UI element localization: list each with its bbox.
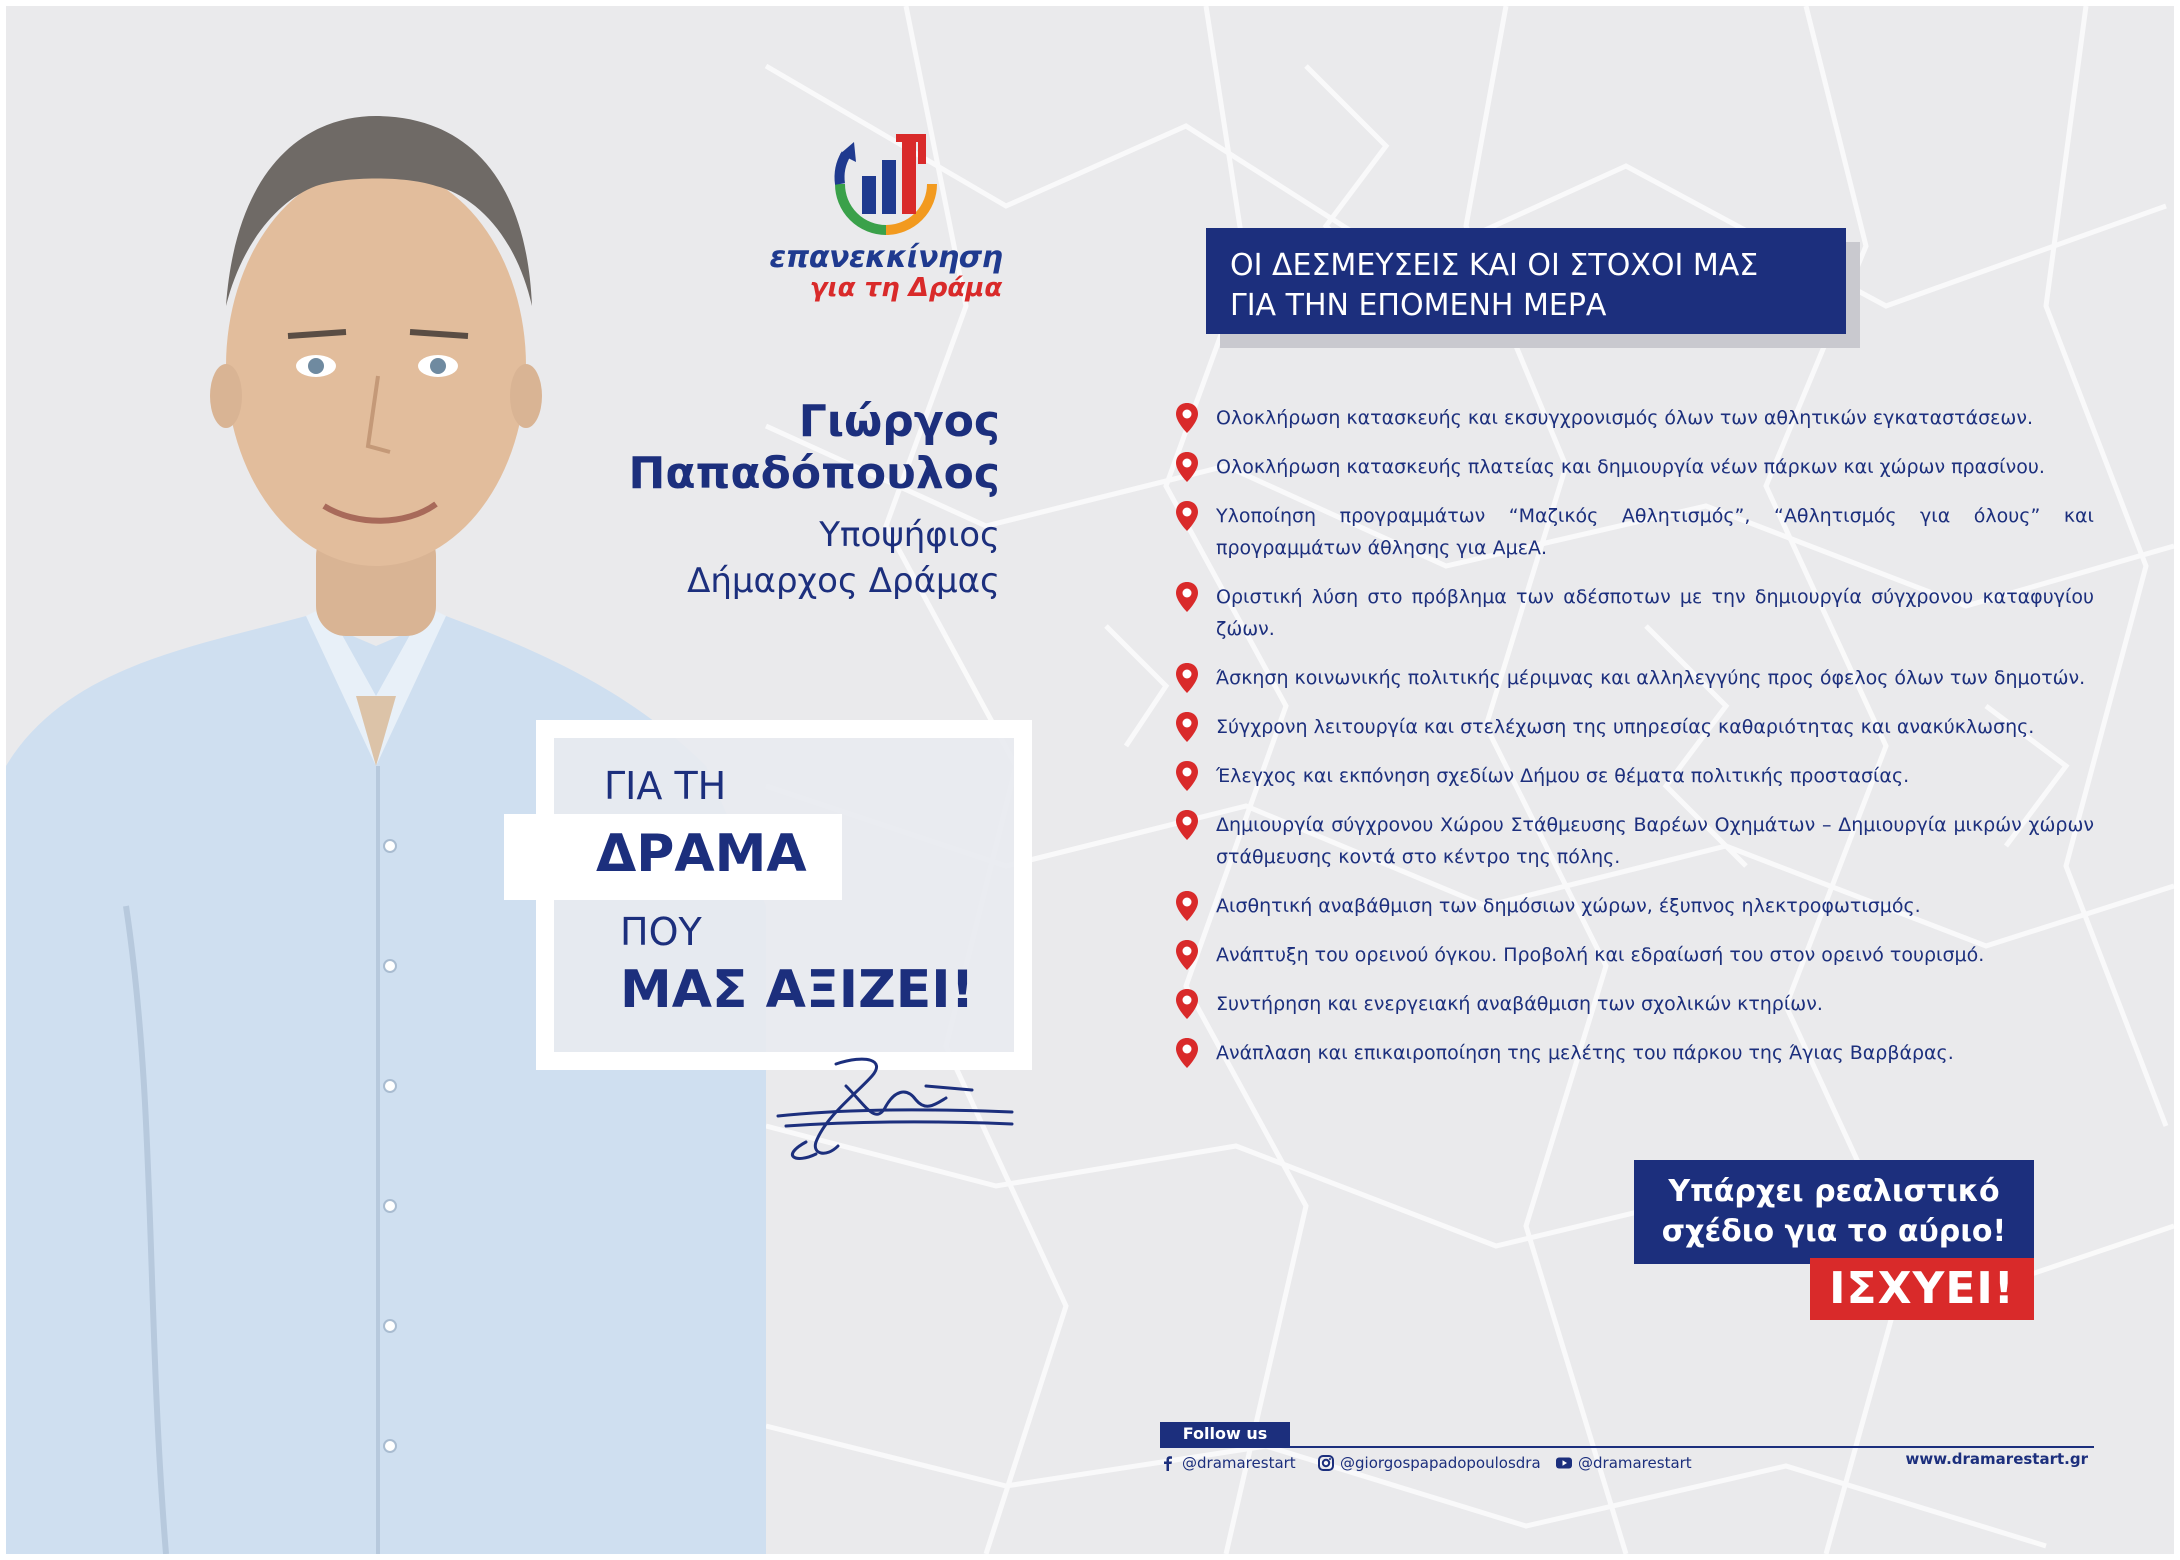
list-item [1174, 1037, 2094, 1069]
follow-us-tab: Follow us [1160, 1422, 1290, 1446]
location-pin-icon [1174, 988, 1200, 1020]
location-pin-icon [1174, 581, 1200, 613]
location-pin-icon [1174, 939, 1200, 971]
candidate-role-line-2: Δήμαρχος Δράμας [687, 561, 1000, 601]
commitment-text: Άσκηση κοινωνικής πολιτικής μέριμνας και αλληλεγγύης προς όφελος όλων των δημοτών. [1216, 667, 2086, 689]
badge-line-1: Υπάρχει ρεαλιστικό [1668, 1174, 2000, 1209]
list-item [1174, 581, 2094, 645]
commitment-text: Ολοκλήρωση κατασκευής πλατείας και δημιουργία νέων πάρκων και χώρων πρασίνου. [1216, 456, 2045, 478]
youtube-icon [1556, 1455, 1572, 1471]
list-item [1174, 402, 2094, 434]
slogan-line-4: ΜΑΣ ΑΞΙΖΕΙ! [620, 960, 975, 1020]
list-item [1174, 939, 2094, 971]
location-pin-icon [1174, 500, 1200, 532]
commitment-text: Δημιουργία σύγχρονου Χώρου Στάθμευσης Βαρέων Οχημάτων – Δημιουργία μικρών χώρων στάθμευσης κοντά στο κέντρο της πόλης. [1216, 814, 2094, 868]
commitments-heading [1206, 228, 1846, 334]
location-pin-icon [1174, 890, 1200, 922]
leaflet-panel [6, 6, 2174, 1554]
location-pin-icon [1174, 662, 1200, 694]
heading-line-1: ΟΙ ΔΕΣΜΕΥΣΕΙΣ ΚΑΙ ΟΙ ΣΤΟΧΟΙ ΜΑΣ [1230, 248, 1759, 283]
youtube-handle: @dramarestart [1578, 1454, 1692, 1472]
badge-red-label: ΙΣΧΥΕΙ! [1810, 1258, 2034, 1320]
location-pin-icon [1174, 711, 1200, 743]
badge-line-2: σχέδιο για το αύριο! [1661, 1214, 2007, 1249]
facebook-link[interactable] [1160, 1452, 1296, 1474]
commitments-list [1174, 402, 2094, 1069]
candidate-signature [776, 1046, 1016, 1166]
heading-line-2: ΓΙΑ ΤΗΝ ΕΠΟΜΕΝΗ ΜΕΡΑ [1230, 288, 1607, 323]
candidate-info [629, 396, 1000, 604]
list-item [1174, 662, 2094, 694]
location-pin-icon [1174, 1037, 1200, 1069]
instagram-icon [1318, 1455, 1334, 1471]
list-item [1174, 711, 2094, 743]
location-pin-icon [1174, 809, 1200, 841]
facebook-icon [1160, 1455, 1176, 1471]
commitment-text: Υλοποίηση προγραμμάτων “Μαζικός Αθλητισμός”, “Αθλητισμός για όλους” και προγραμμάτων άθλησης για ΑμεΑ. [1216, 505, 2094, 559]
candidate-first-name: Γιώργος [798, 396, 1000, 447]
slogan-line-3: ΠΟΥ [620, 910, 702, 954]
instagram-handle: @giorgospapadopoulosdra [1340, 1454, 1541, 1472]
website-link[interactable]: www.dramarestart.gr [1905, 1450, 2088, 1468]
location-pin-icon [1174, 760, 1200, 792]
list-item [1174, 760, 2094, 792]
commitment-text: Ανάπλαση και επικαιροποίηση της μελέτης του πάρκου της Άγιας Βαρβάρας. [1216, 1042, 1954, 1064]
commitment-text: Έλεγχος και εκπόνηση σχεδίων Δήμου σε θέματα πολιτικής προστασίας. [1216, 765, 1910, 787]
logo-wordmark: επανεκκίνηση [769, 240, 1003, 275]
slogan-line-2: ΔΡΑΜΑ [596, 824, 807, 884]
instagram-link[interactable] [1318, 1452, 1541, 1474]
commitment-text: Συντήρηση και ενεργειακή αναβάθμιση των σχολικών κτηρίων. [1216, 993, 1823, 1015]
list-item [1174, 809, 2094, 873]
list-item [1174, 500, 2094, 564]
list-item [1174, 988, 2094, 1020]
candidate-last-name: Παπαδόπουλος [628, 448, 1000, 499]
logo-chart-icon [826, 124, 946, 238]
list-item [1174, 451, 2094, 483]
list-item [1174, 890, 2094, 922]
facebook-handle: @dramarestart [1182, 1454, 1296, 1472]
location-pin-icon [1174, 451, 1200, 483]
candidate-role-line-1: Υποψήφιος [819, 515, 1000, 555]
slogan-line-1: ΓΙΑ ΤΗ [604, 764, 727, 808]
campaign-logo [766, 124, 1006, 324]
commitment-text: Σύγχρονη λειτουργία και στελέχωση της υπηρεσίας καθαριότητας και ανακύκλωσης. [1216, 716, 2035, 738]
location-pin-icon [1174, 402, 1200, 434]
commitment-text: Οριστική λύση στο πρόβλημα των αδέσποτων με την δημιουργία σύγχρονου καταφυγίου ζώων. [1216, 586, 2094, 640]
realistic-plan-badge [1634, 1160, 2034, 1264]
youtube-link[interactable] [1556, 1452, 1692, 1474]
commitment-text: Ανάπτυξη του ορεινού όγκου. Προβολή και εδραίωσή του στον ορεινό τουρισμό. [1216, 944, 1985, 966]
commitment-text: Ολοκλήρωση κατασκευής και εκσυγχρονισμός όλων των αθλητικών εγκαταστάσεων. [1216, 407, 2033, 429]
commitment-text: Αισθητική αναβάθμιση των δημόσιων χώρων, έξυπνος ηλεκτροφωτισμός. [1216, 895, 1921, 917]
logo-tagline: για τη Δράμα [809, 273, 1003, 303]
footer-divider [1160, 1446, 2094, 1448]
